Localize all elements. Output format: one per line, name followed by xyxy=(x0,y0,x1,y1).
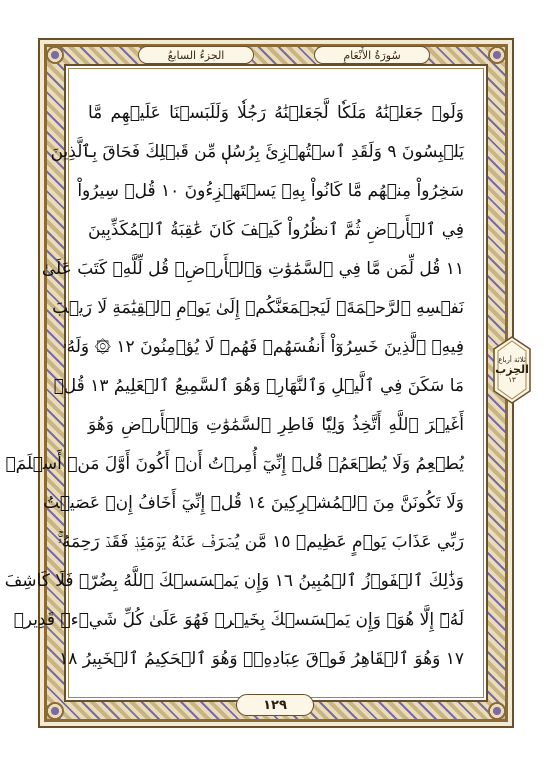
hizb-marker-title: الحِزب xyxy=(495,363,529,376)
hizb-marker-quarter: ثلاثة أرباع xyxy=(498,356,526,364)
text-line: يَلۡبِسُونَ ٩ وَلَقَدِ ٱسۡتُهۡزِئَ بِرُسُلٖ مِّن قَبۡلِكَ فَحَاقَ بِٱلَّذِينَ xyxy=(50,142,464,162)
corner-ornament-top-left xyxy=(46,46,64,64)
text-line: وَلَوۡ جَعَلۡنَٰهُ مَلَكٗا لَّجَعَلۡنَٰهُ رَجُلٗا وَلَلَبَسۡنَا عَلَيۡهِم مَّا xyxy=(88,103,464,123)
corner-ornament-bottom-right xyxy=(488,702,506,720)
text-line: وَلَا تَكُونَنَّ مِنَ ٱلۡمُشۡرِكِينَ ١٤ قُلۡ إِنِّيٓ أَخَافُ إِنۡ عَصَيۡتُ xyxy=(43,493,464,513)
text-line: يُطۡعِمُ وَلَا يُطۡعَمُۗ قُلۡ إِنِّيٓ أُمِرۡتُ أَنۡ أَكُونَ أَوَّلَ مَنۡ أَسۡلَمَۖ xyxy=(5,454,464,474)
page-number: ١٢٩ xyxy=(236,694,314,716)
hizb-marker-number: ١٣ xyxy=(508,376,516,384)
quran-text xyxy=(4,96,464,686)
text-line: ١١ قُل لِّمَن مَّا فِي ٱلسَّمَٰوَٰتِ وَٱلۡأَرۡضِۖ قُل لِّلَّهِۚ كَتَبَ عَلَىٰ xyxy=(41,259,464,279)
page-header xyxy=(70,44,482,66)
surah-label: سُورَةُ الأَنْعَامِ xyxy=(314,46,430,64)
text-line: ١٧ وَهُوَ ٱلۡقَاهِرُ فَوۡقَ عِبَادِهِۦۚ وَهُوَ ٱلۡحَكِيمُ ٱلۡخَبِيرُ ١٨ xyxy=(59,649,464,669)
text-line: رَبِّي عَذَابَ يَوۡمٍ عَظِيمٖ ١٥ مَّن يُصۡرَفۡ عَنۡهُ يَوۡمَئِذٖ فَقَدۡ رَحِمَهُۥۚ xyxy=(57,532,464,552)
corner-ornament-bottom-left xyxy=(46,702,64,720)
text-line: مَا سَكَنَ فِي ٱلَّيۡلِ وَٱلنَّهَارِۚ وَهُوَ ٱلسَّمِيعُ ٱلۡعَلِيمُ ١٣ قُلۡ xyxy=(53,376,464,396)
hizb-marker xyxy=(490,335,534,405)
text-line: لَهُۥٓ إِلَّا هُوَۖ وَإِن يَمۡسَسۡكَ بِخَيۡرٖ فَهُوَ عَلَىٰ كُلِّ شَيۡءٖ قَدِيرٞ xyxy=(13,610,464,630)
text-line: فِيهِۚ ٱلَّذِينَ خَسِرُوٓاْ أَنفُسَهُمۡ فَهُمۡ لَا يُؤۡمِنُونَ ١٢ ۞ وَلَهُۥ xyxy=(62,337,464,357)
corner-ornament-top-right xyxy=(488,46,506,64)
text-line: نَفۡسِهِ ٱلرَّحۡمَةَۚ لَيَجۡمَعَنَّكُمۡ إِلَىٰ يَوۡمِ ٱلۡقِيَٰمَةِ لَا رَيۡبَ xyxy=(52,298,464,318)
text-line: سَخِرُواْ مِنۡهُم مَّا كَانُواْ بِهِۦ يَسۡتَهۡزِءُونَ ١٠ قُلۡ سِيرُواْ xyxy=(77,181,464,201)
juz-label: الجزءُ السابعُ xyxy=(138,46,254,64)
text-line: أَغَيۡرَ ٱللَّهِ أَتَّخِذُ وَلِيّٗا فَاطِرِ ٱلسَّمَٰوَٰتِ وَٱلۡأَرۡضِ وَهُوَ xyxy=(88,415,464,435)
text-line: وَذَٰلِكَ ٱلۡفَوۡزُ ٱلۡمُبِينُ ١٦ وَإِن يَمۡسَسۡكَ ٱللَّهُ بِضُرّٖ فَلَا كَاشِفَ xyxy=(4,571,464,591)
text-line: فِي ٱلۡأَرۡضِ ثُمَّ ٱنظُرُواْ كَيۡفَ كَانَ عَٰقِبَةُ ٱلۡمُكَذِّبِينَ xyxy=(88,220,464,240)
